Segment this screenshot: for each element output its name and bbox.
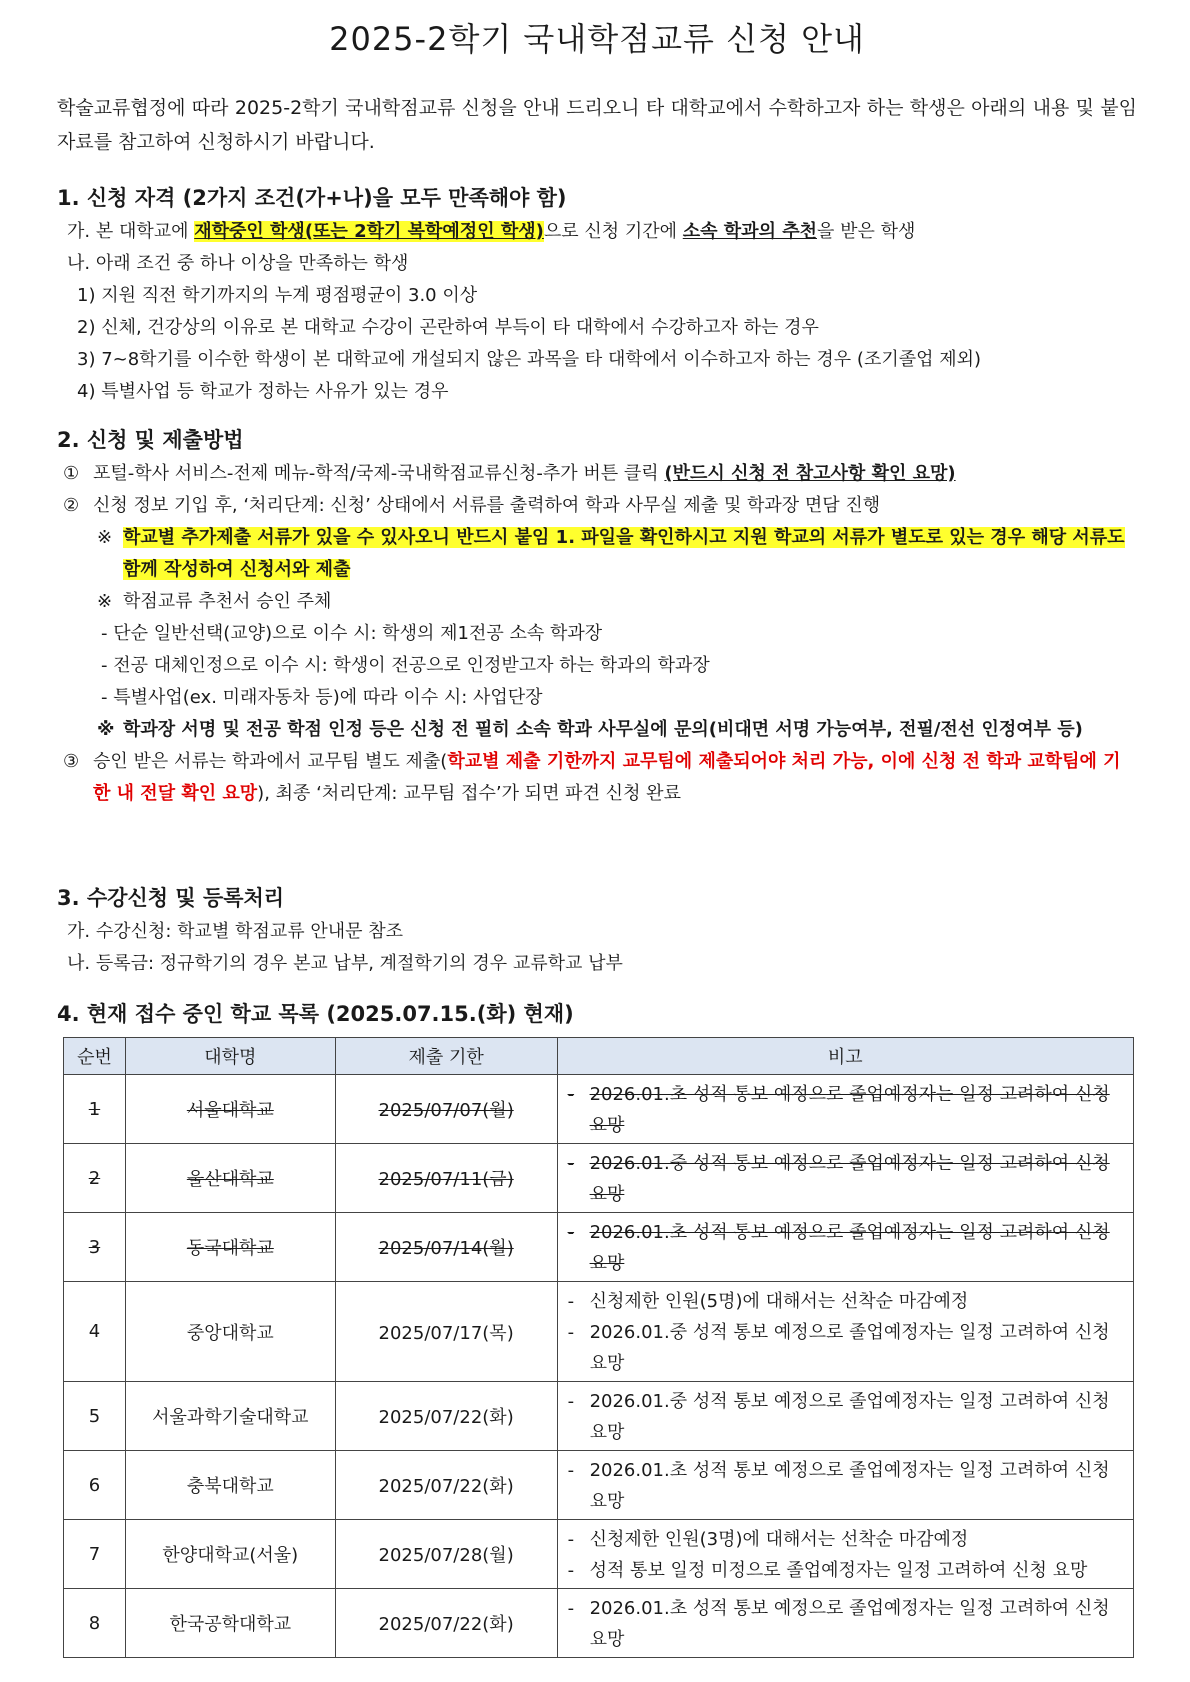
step-marker: ①	[63, 463, 80, 484]
approver-item: - 단순 일반선택(교양)으로 이수 시: 학생의 제1전공 소속 학과장	[101, 623, 603, 644]
note-text: 2026.01.중 성적 통보 예정으로 졸업예정자는 일정 고려하여 신청 요망	[589, 1153, 1110, 1205]
table-row	[64, 1451, 1134, 1520]
note-line	[568, 1317, 1125, 1379]
section-title: 1. 신청 자격 (2가지 조건(가+나)을 모두 만족해야 함)	[57, 186, 567, 210]
note-text: 성적 통보 일정 미정으로 졸업예정자는 일정 고려하여 신청 요망	[589, 1560, 1088, 1581]
text: 포털-학사 서비스-전제 메뉴-학적/국제-국내학점교류신청-추가 버튼 클릭	[93, 463, 665, 484]
table-row	[64, 1282, 1134, 1382]
cell-deadline: 2025/07/07(월)	[335, 1075, 557, 1144]
note-line	[568, 1217, 1125, 1279]
table-header-row	[64, 1038, 1134, 1075]
cell-notes	[557, 1282, 1133, 1382]
underline-recommendation: 소속 학과의 추천	[682, 221, 817, 242]
section-application-method	[57, 422, 1137, 810]
note-line	[568, 1148, 1125, 1210]
dash-marker: -	[567, 1598, 575, 1619]
step-marker: ②	[63, 495, 80, 516]
cell-notes	[557, 1520, 1133, 1589]
eligibility-na: 나. 아래 조건 중 하나 이상을 만족하는 학생	[67, 253, 409, 274]
note-text: 2026.01.초 성적 통보 예정으로 졸업예정자는 일정 고려하여 신청 요망	[589, 1222, 1110, 1274]
note-extra-docs	[57, 522, 1137, 586]
table-row	[64, 1213, 1134, 1282]
note-marker: ※	[97, 527, 113, 548]
text: 학과장 서명 및 전공 학점 인정 등은 신청 전 필히 소속 학과 사무실에 문의(비대면 서명 가능여부, 전필/전선 인정여부 등)	[123, 719, 1083, 740]
header-university: 대학명	[125, 1038, 335, 1075]
dash-marker: -	[567, 1153, 575, 1174]
cell-notes	[557, 1382, 1133, 1451]
section-school-list	[57, 996, 1137, 1032]
cell-notes	[557, 1451, 1133, 1520]
red-warning: 학교별 제출 기한까지 교무팀에 제출되어야 처리 가능, 이에 신청 전 학과 교학팀에 기한 내 전달 확인 요망	[93, 751, 1121, 804]
note-line	[568, 1593, 1125, 1655]
cell-name: 울산대학교	[125, 1144, 335, 1213]
note-marker: ※	[97, 591, 113, 612]
cell-notes	[557, 1144, 1133, 1213]
section-title: 4. 현재 접수 중인 학교 목록 (2025.07.15.(화) 현재)	[57, 1002, 574, 1026]
dash-marker: -	[567, 1391, 575, 1412]
cell-deadline: 2025/07/22(화)	[335, 1589, 557, 1658]
cell-name: 중앙대학교	[125, 1282, 335, 1382]
table-row	[64, 1075, 1134, 1144]
dash-marker: -	[567, 1222, 575, 1243]
cell-no: 6	[64, 1451, 126, 1520]
note-text: 신청제한 인원(5명)에 대해서는 선착순 마감예정	[589, 1291, 969, 1312]
section-title: 3. 수강신청 및 등록처리	[57, 886, 285, 910]
header-no: 순번	[64, 1038, 126, 1075]
cell-no: 5	[64, 1382, 126, 1451]
condition-item: 4) 특별사업 등 학교가 정하는 사유가 있는 경우	[77, 381, 449, 402]
note-text: 2026.01.초 성적 통보 예정으로 졸업예정자는 일정 고려하여 신청 요망	[589, 1460, 1110, 1512]
registration-na: 나. 등록금: 정규학기의 경우 본교 납부, 계절학기의 경우 교류학교 납부	[67, 953, 623, 974]
page-title: 2025-2학기 국내학점교류 신청 안내	[329, 20, 865, 58]
cell-name: 한양대학교(서울)	[125, 1520, 335, 1589]
table-row	[64, 1144, 1134, 1213]
cell-name: 서울대학교	[125, 1075, 335, 1144]
cell-name: 서울과학기술대학교	[125, 1382, 335, 1451]
cell-no: 2	[64, 1144, 126, 1213]
cell-deadline: 2025/07/22(화)	[335, 1451, 557, 1520]
cell-no: 3	[64, 1213, 126, 1282]
dash-marker: -	[567, 1084, 575, 1105]
cell-no: 8	[64, 1589, 126, 1658]
cell-no: 1	[64, 1075, 126, 1144]
bold-notice: (반드시 신청 전 참고사항 확인 요망)	[664, 463, 956, 484]
cell-notes	[557, 1213, 1133, 1282]
school-list-table	[63, 1037, 1134, 1658]
dash-marker: -	[567, 1560, 575, 1581]
text: 신청 정보 기입 후, ‘처리단계: 신청’ 상태에서 서류를 출력하여 학과 사무실 제출 및 학과장 면담 진행	[93, 495, 881, 516]
table-row	[64, 1520, 1134, 1589]
note-text: 신청제한 인원(3명)에 대해서는 선착순 마감예정	[589, 1529, 969, 1550]
cell-deadline: 2025/07/11(금)	[335, 1144, 557, 1213]
highlight-extra-docs: 학교별 추가제출 서류가 있을 수 있사오니 반드시 붙임 1. 파일을 확인하시고 지원 학교의 서류가 별도로 있는 경우 해당 서류도 함께 작성하여 신청서와 제출	[123, 527, 1125, 580]
text: 을 받은 학생	[817, 221, 916, 242]
dash-marker: -	[567, 1291, 575, 1312]
note-text: 2026.01.중 성적 통보 예정으로 졸업예정자는 일정 고려하여 신청 요망	[589, 1322, 1110, 1374]
note-line	[568, 1555, 1125, 1586]
section-title: 2. 신청 및 제출방법	[57, 428, 244, 452]
approver-item: - 전공 대체인정으로 이수 시: 학생이 전공으로 인정받고자 하는 학과의 학과장	[101, 655, 710, 676]
text: 승인 받은 서류는 학과에서 교무팀 별도 제출(	[93, 751, 448, 772]
cell-deadline: 2025/07/17(목)	[335, 1282, 557, 1382]
note-text: 2026.01.초 성적 통보 예정으로 졸업예정자는 일정 고려하여 신청 요망	[589, 1084, 1110, 1136]
dash-marker: -	[567, 1322, 575, 1343]
note-text: 2026.01.초 성적 통보 예정으로 졸업예정자는 일정 고려하여 신청 요망	[589, 1598, 1110, 1650]
note-line	[568, 1524, 1125, 1555]
note-marker: ※	[97, 719, 115, 740]
dash-marker: -	[567, 1529, 575, 1550]
eligibility-ga	[57, 216, 1137, 248]
section-registration	[57, 880, 1137, 980]
table-row	[64, 1382, 1134, 1451]
section-eligibility	[57, 180, 1137, 408]
note-line	[568, 1386, 1125, 1448]
cell-name: 한국공학대학교	[125, 1589, 335, 1658]
table-row	[64, 1589, 1134, 1658]
text: 으로 신청 기간에	[543, 221, 683, 242]
step-marker: ③	[63, 751, 80, 772]
condition-item: 2) 신체, 건강상의 이유로 본 대학교 수강이 곤란하여 부득이 타 대학에서 수강하고자 하는 경우	[77, 317, 819, 338]
dash-marker: -	[567, 1460, 575, 1481]
note-line	[568, 1079, 1125, 1141]
step-3	[57, 746, 1137, 810]
note-text: 2026.01.중 성적 통보 예정으로 졸업예정자는 일정 고려하여 신청 요망	[589, 1391, 1110, 1443]
registration-ga: 가. 수강신청: 학교별 학점교류 안내문 참조	[67, 921, 403, 942]
cell-deadline: 2025/07/22(화)	[335, 1382, 557, 1451]
cell-notes	[557, 1589, 1133, 1658]
cell-no: 7	[64, 1520, 126, 1589]
step-2	[57, 490, 1137, 522]
highlight-enrolled: 재학중인 학생(또는 2학기 복학예정인 학생)	[194, 221, 544, 242]
step-1	[57, 458, 1137, 490]
note-line	[568, 1455, 1125, 1517]
text: 가. 본 대학교에	[67, 221, 195, 242]
header-deadline: 제출 기한	[335, 1038, 557, 1075]
cell-deadline: 2025/07/28(월)	[335, 1520, 557, 1589]
header-remarks: 비고	[557, 1038, 1133, 1075]
text: ), 최종 ‘처리단계: 교무팀 접수’가 되면 파견 신청 완료	[257, 783, 681, 804]
note-signature	[57, 714, 1137, 746]
condition-item: 1) 지원 직전 학기까지의 누계 평점평균이 3.0 이상	[77, 285, 478, 306]
intro-paragraph: 학술교류협정에 따라 2025-2학기 국내학점교류 신청을 안내 드리오니 타 대학교에서 수학하고자 하는 학생은 아래의 내용 및 붙임 자료를 참고하여 신청하시기 바랍니다.	[57, 97, 1137, 153]
note-approver	[57, 586, 1137, 618]
approver-item: - 특별사업(ex. 미래자동차 등)에 따라 이수 시: 사업단장	[101, 687, 543, 708]
cell-deadline: 2025/07/14(월)	[335, 1213, 557, 1282]
note-line	[568, 1286, 1125, 1317]
cell-notes	[557, 1075, 1133, 1144]
cell-name: 동국대학교	[125, 1213, 335, 1282]
cell-name: 충북대학교	[125, 1451, 335, 1520]
cell-no: 4	[64, 1282, 126, 1382]
text: 학점교류 추천서 승인 주체	[123, 591, 332, 612]
condition-item: 3) 7~8학기를 이수한 학생이 본 대학교에 개설되지 않은 과목을 타 대학에서 이수하고자 하는 경우 (조기졸업 제외)	[77, 349, 982, 370]
